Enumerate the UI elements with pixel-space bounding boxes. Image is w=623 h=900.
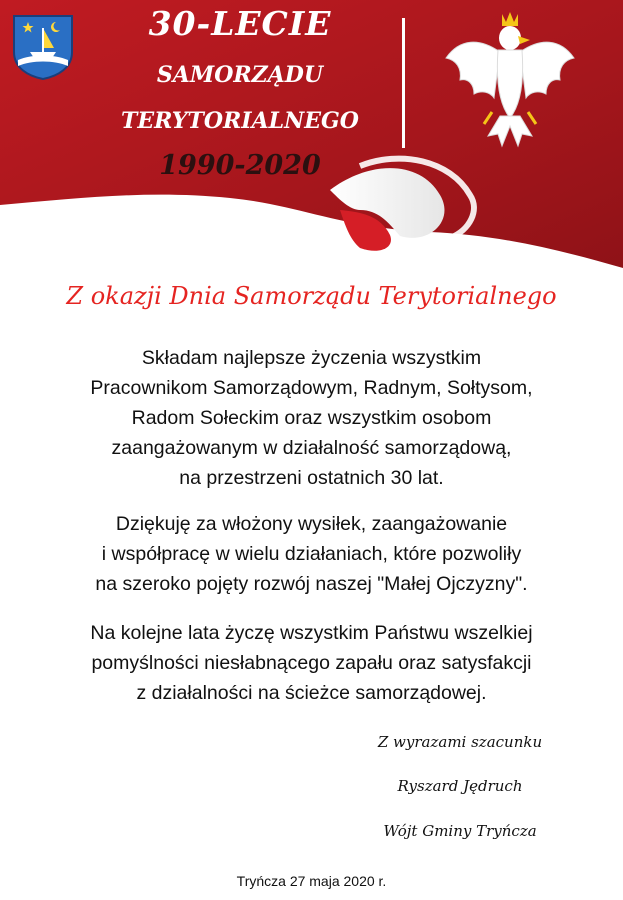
- text-line: Dziękuję za włożony wysiłek, zaangażowanie: [115, 513, 508, 535]
- signature-closing: Z wyrazami szacunku: [377, 733, 543, 751]
- paragraph-greetings: [20, 343, 603, 493]
- title-line-3: TERYTORIALNEGO: [121, 108, 359, 134]
- white-eagle-icon: [440, 8, 580, 158]
- text-line: Składam najlepsze życzenia wszystkim: [141, 347, 482, 369]
- headline: Z okazji Dnia Samorządu Terytorialnego: [66, 282, 557, 310]
- text-line: i współpracę w wielu działaniach, które pozwoliły: [101, 543, 522, 565]
- text-line: na przestrzeni ostatnich 30 lat.: [179, 467, 444, 489]
- signature-role: Wójt Gminy Tryńcza: [383, 822, 537, 840]
- text-line: Radom Sołeckim oraz wszystkim osobom: [131, 407, 492, 429]
- text-line: Pracownikom Samorządowym, Radnym, Sołtysom,: [90, 377, 533, 399]
- text-line: na szeroko pojęty rozwój naszej "Małej Ojczyzny".: [95, 573, 528, 595]
- paragraph-thanks: [20, 509, 603, 599]
- title-line-1: 30-LECIE: [148, 4, 332, 43]
- text-line: Na kolejne lata życzę wszystkim Państwu wszelkiej: [90, 622, 533, 644]
- date-line: Tryńcza 27 maja 2020 r.: [236, 873, 387, 889]
- text-line: pomyślności niesłabnącego zapału oraz satysfakcji: [91, 652, 532, 674]
- title-line-2: SAMORZĄDU: [156, 62, 324, 88]
- text-line: z działalności na ścieżce samorządowej.: [136, 682, 487, 704]
- title-years: 1990-2020: [159, 150, 321, 181]
- coat-of-arms-icon: [12, 14, 74, 80]
- vertical-divider: [402, 18, 405, 148]
- text-line: zaangażowanym w działalność samorządową,: [111, 437, 512, 459]
- signature-name: Ryszard Jędruch: [397, 777, 523, 795]
- paragraph-wishes: [20, 618, 603, 708]
